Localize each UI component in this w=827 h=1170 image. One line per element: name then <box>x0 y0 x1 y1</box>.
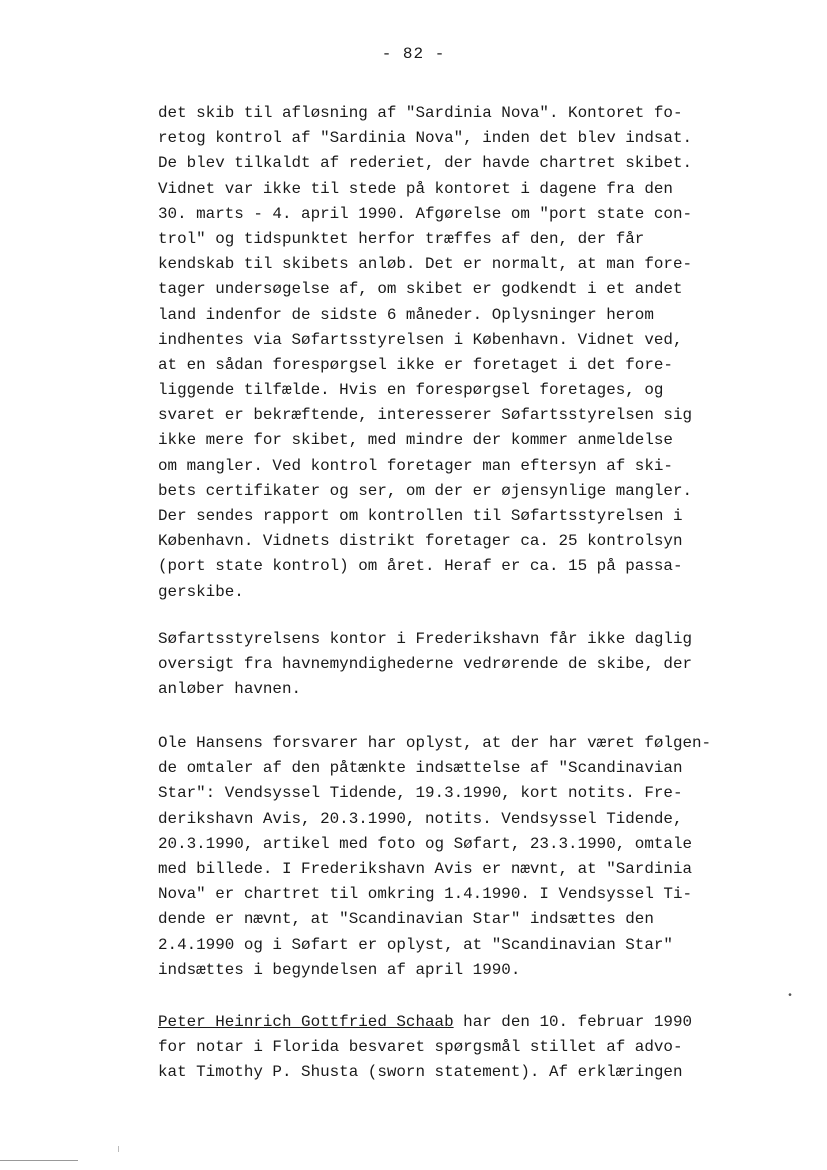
margin-mark: • <box>787 991 794 1002</box>
text-line: for notar i Florida besvaret spørgsmål stillet af advo- <box>158 1038 683 1057</box>
text-line: med billede. I Frederikshavn Avis er nævnt, at "Sardinia <box>158 859 693 878</box>
text-line: Nova" er chartret til omkring 1.4.1990. I Vendsyssel Ti- <box>158 885 693 904</box>
footer-rule <box>0 1160 78 1161</box>
paragraph-sworn-statement <box>158 1010 758 1086</box>
text-line: svaret er bekræftende, interesserer Søfartsstyrelsen sig <box>158 406 693 425</box>
text-line: kendskab til skibets anløb. Det er normalt, at man fore- <box>158 255 693 274</box>
text-line: 30. marts - 4. april 1990. Afgørelse om "port state con- <box>158 204 693 223</box>
paragraph-harbour-overview <box>158 627 758 703</box>
text-line: Der sendes rapport om kontrollen til Søfartsstyrelsen i <box>158 507 683 525</box>
text-line: tager undersøgelse af, om skibet er godkendt i et andet <box>158 280 683 299</box>
witness-name: Peter Heinrich Gottfried Schaab <box>158 1013 454 1031</box>
text-line: trol" og tidspunktet herfor træffes af den, der får <box>158 229 645 248</box>
text-line: Ole Hansens forsvarer har oplyst, at der har været følgen- <box>158 734 712 752</box>
text-line-rest: har den 10. februar 1990 <box>453 1013 693 1031</box>
text-line: De blev tilkaldt af rederiet, der havde chartret skibet. <box>158 154 693 173</box>
text-line: ikke mere for skibet, med mindre der kommer anmeldelse <box>158 431 673 450</box>
text-line: (port state kontrol) om året. Heraf er ca. 15 på passa- <box>158 557 683 576</box>
text-line: land indenfor de sidste 6 måneder. Oplysninger herom <box>158 305 654 324</box>
text-line: indhentes via Søfartsstyrelsen i København. Vidnet ved, <box>158 330 683 349</box>
text-line: 2.4.1990 og i Søfart er oplyst, at "Scandinavian Star" <box>158 935 673 954</box>
page-number: - 82 - <box>381 45 446 63</box>
paragraph-inspection <box>158 101 758 605</box>
text-line: København. Vidnets distrikt foretager ca. 25 kontrolsyn <box>158 532 683 551</box>
text-line: retog kontrol af "Sardinia Nova", inden det blev indsat. <box>158 129 693 148</box>
text-line: de omtaler af den påtænkte indsættelse af "Scandinavian <box>158 759 683 778</box>
paragraph-press-coverage <box>158 731 758 983</box>
text-line: liggende tilfælde. Hvis en forespørgsel foretages, og <box>158 381 664 400</box>
text-line: derikshavn Avis, 20.3.1990, notits. Vendsyssel Tidende, <box>158 809 683 828</box>
text-line: dende er nævnt, at "Scandinavian Star" indsættes den <box>158 910 654 929</box>
text-line: 20.3.1990, artikel med foto og Søfart, 23.3.1990, omtale <box>158 834 693 853</box>
text-line: Star": Vendsyssel Tidende, 19.3.1990, kort notits. Fre- <box>158 784 683 803</box>
text-line: det skib til afløsning af "Sardinia Nova". Kontoret fo- <box>158 104 683 122</box>
text-line: oversigt fra havnemyndighederne vedrørende de skibe, der <box>158 655 693 674</box>
text-line-first <box>158 1010 758 1035</box>
text-line: at en sådan forespørgsel ikke er foretaget i det fore- <box>158 355 673 374</box>
text-line: Søfartsstyrelsens kontor i Frederikshavn får ikke daglig <box>158 630 693 648</box>
text-line: om mangler. Ved kontrol foretager man eftersyn af ski- <box>158 456 673 475</box>
text-line: indsættes i begyndelsen af april 1990. <box>158 960 521 979</box>
text-line: bets certifikater og ser, om der er øjensynlige mangler. <box>158 481 693 500</box>
text-line: gerskibe. <box>158 582 244 601</box>
text-line: Vidnet var ikke til stede på kontoret i dagene fra den <box>158 179 673 198</box>
text-line: kat Timothy P. Shusta (sworn statement). Af erklæringen <box>158 1063 683 1082</box>
text-line: anløber havnen. <box>158 680 302 699</box>
footer-tick <box>118 1146 119 1152</box>
